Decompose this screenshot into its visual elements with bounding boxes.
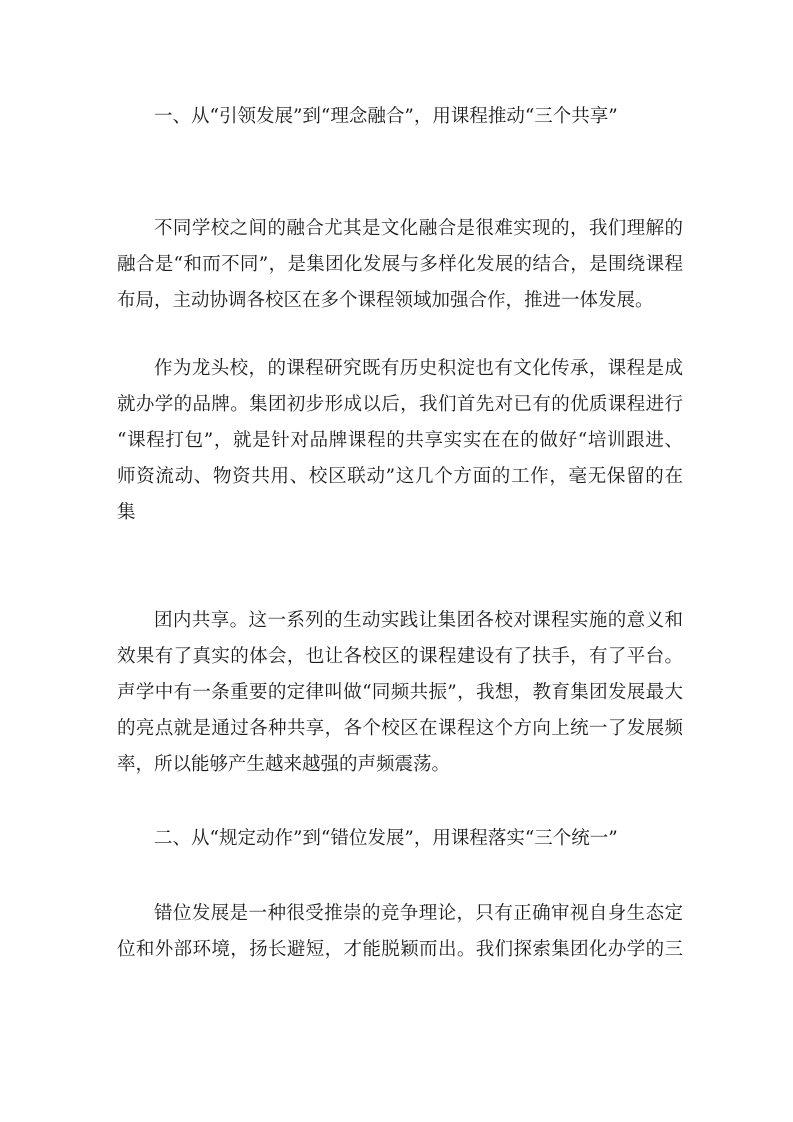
paragraph-4-line-1: 错位发展是一种很受推崇的竞争理论，只有正确审视自身生态定 [154,903,683,924]
paragraph-3-line-5: 率，所以能够产生越来越强的声频震荡。 [117,754,451,775]
paragraph-1-line-2: 融合是“和而不同”，是集团化发展与多样化发展的结合，是围绕课程 [117,254,683,275]
paragraph-3-line-1: 团内共享。这一系列的生动实践让集团各校对课程实施的意义和 [154,610,683,631]
paragraph-1-line-1: 不同学校之间的融合尤其是文化融合是很难实现的，我们理解的 [154,218,683,239]
paragraph-1-line-3: 布局，主动协调各校区在多个课程领域加强合作，推进一体发展。 [117,290,654,311]
paragraph-2-line-3: “课程打包”，就是针对品牌课程的共享实实在在的做好“培训跟进、 [117,430,683,451]
paragraph-3-line-3: 声学中有一条重要的定律叫做“同频共振”，我想，教育集团发展最大 [117,682,683,703]
paragraph-2-line-4: 师资流动、物资共用、校区联动”这几个方面的工作，毫无保留的在 [117,466,683,487]
paragraph-2-line-2: 就办学的品牌。集团初步形成以后，我们首先对已有的优质课程进行 [117,394,683,415]
paragraph-4-line-2: 位和外部环境，扬长避短，才能脱颖而出。我们探索集团化办学的三 [117,939,683,960]
paragraph-2-line-5: 集 [117,502,136,523]
section-heading-1: 一、从“引领发展”到“理念融合”，用课程推动“三个共享” [154,106,618,127]
paragraph-3-line-4: 的亮点就是通过各种共享，各个校区在课程这个方向上统一了发展频 [117,718,683,739]
paragraph-3-line-2: 效果有了真实的体会，也让各校区的课程建设有了扶手，有了平台。 [117,646,683,667]
section-heading-2: 二、从“规定动作”到“错位发展”，用课程落实“三个统一” [154,828,618,849]
paragraph-2-line-1: 作为龙头校，的课程研究既有历史积淀也有文化传承，课程是成 [154,358,683,379]
